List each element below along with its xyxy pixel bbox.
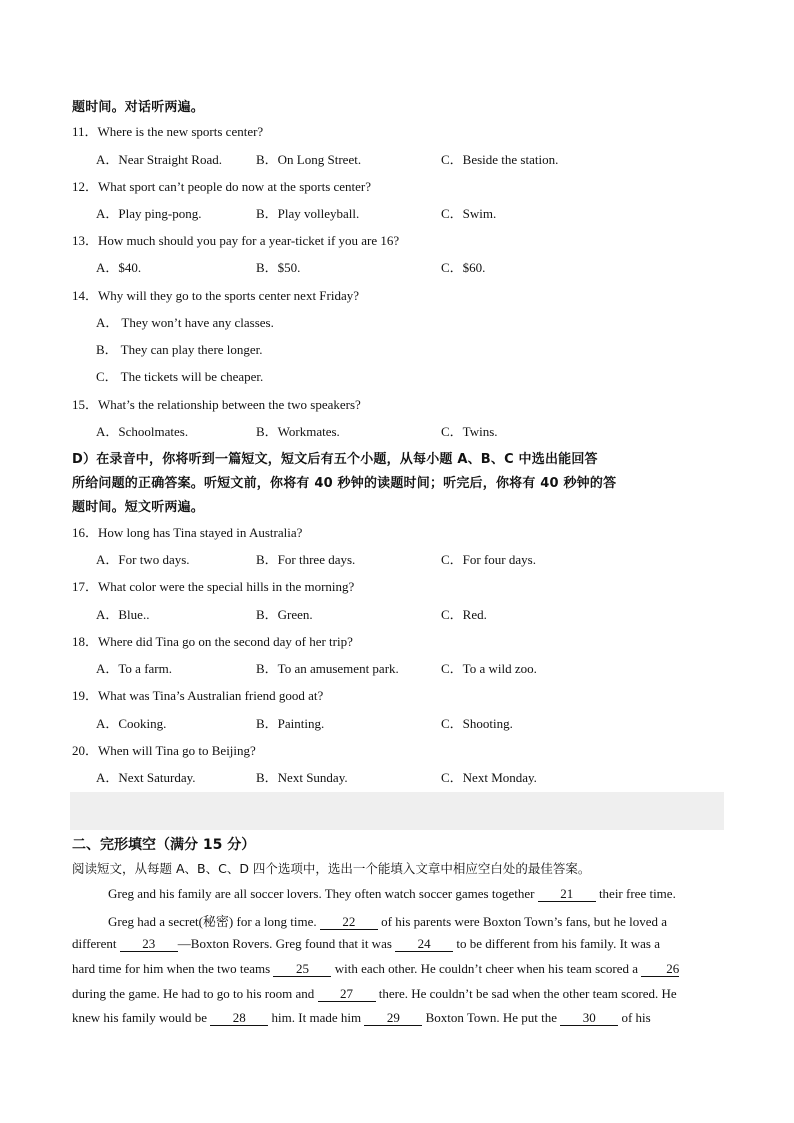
question-13: 13．How much should you pay for a year-ticket if you are 16? xyxy=(72,233,400,248)
option-16a: A．For two days. xyxy=(96,552,190,567)
passage-text: hard time for him when the two teams xyxy=(72,961,274,976)
option-18b: B．To an amusement park. xyxy=(256,661,399,676)
passage-line-4 xyxy=(72,961,722,977)
question-17: 17．What color were the special hills in the morning? xyxy=(72,579,355,594)
passage-text: to be different from his family. It was a xyxy=(453,936,661,951)
option-14b: B． They can play there longer. xyxy=(96,342,263,357)
section-2-instructions: 阅读短文，从每题 A、B、C、D 四个选项中，选出一个能填入文章中相应空白处的最佳答案。 xyxy=(72,861,591,876)
option-12b: B．Play volleyball. xyxy=(256,206,360,221)
option-17c: C．Red. xyxy=(441,607,487,622)
option-17a: A．Blue.. xyxy=(96,607,150,622)
passage-text: —Boxton Rovers. Greg found that it was xyxy=(177,936,396,951)
option-16b: B．For three days. xyxy=(256,552,356,567)
passage-text: Boxton Town. He put the xyxy=(422,1010,561,1025)
option-18c: C．To a wild zoo. xyxy=(441,661,537,676)
passage-text: Greg and his family are all soccer lovers. They often watch soccer games together xyxy=(108,886,538,901)
blank-27[interactable]: 27 xyxy=(318,987,376,1002)
passage-text: of his xyxy=(618,1010,651,1025)
blank-22[interactable]: 22 xyxy=(320,915,378,930)
grey-separator-band xyxy=(70,792,724,830)
option-13c: C．$60. xyxy=(441,260,486,275)
blank-29[interactable]: 29 xyxy=(364,1011,422,1026)
option-11b: B．On Long Street. xyxy=(256,152,362,167)
question-15: 15．What’s the relationship between the two speakers? xyxy=(72,397,361,412)
section-2-title: 二、完形填空（满分 15 分） xyxy=(72,837,256,853)
passage-line-1 xyxy=(108,886,722,902)
passage-text: during the game. He had to go to his room and xyxy=(72,986,318,1001)
option-15c: C．Twins. xyxy=(441,424,498,439)
option-12a: A．Play ping-pong. xyxy=(96,206,202,221)
question-12: 12．What sport can’t people do now at the sports center? xyxy=(72,179,372,194)
option-14c: C． The tickets will be cheaper. xyxy=(96,369,264,384)
blank-30[interactable]: 30 xyxy=(560,1011,618,1026)
option-14a: A． They won’t have any classes. xyxy=(96,315,274,330)
option-17b: B．Green. xyxy=(256,607,313,622)
option-19a: A．Cooking. xyxy=(96,716,167,731)
question-18: 18．Where did Tina go on the second day of her trip? xyxy=(72,634,353,649)
option-18a: A．To a farm. xyxy=(96,661,172,676)
blank-21[interactable]: 21 xyxy=(538,887,596,902)
option-15a: A．Schoolmates. xyxy=(96,424,189,439)
option-11c: C．Beside the station. xyxy=(441,152,559,167)
passage-line-6 xyxy=(72,1010,722,1026)
passage-text: their free time. xyxy=(595,886,676,901)
passage-text: him. It made him xyxy=(268,1010,365,1025)
section-d-line-3: 题时间。短文听两遍。 xyxy=(72,500,205,515)
option-15b: B．Workmates. xyxy=(256,424,340,439)
passage-text: of his parents were Boxton Town’s fans, but he loved a xyxy=(377,914,668,929)
question-14: 14．Why will they go to the sports center next Friday? xyxy=(72,288,360,303)
passage-line-3 xyxy=(72,936,722,952)
passage-text: knew his family would be xyxy=(72,1010,211,1025)
blank-23[interactable]: 23 xyxy=(120,937,178,952)
question-20: 20．When will Tina go to Beijing? xyxy=(72,743,256,758)
option-19c: C．Shooting. xyxy=(441,716,513,731)
option-19b: B．Painting. xyxy=(256,716,325,731)
question-19: 19．What was Tina’s Australian friend good at? xyxy=(72,688,324,703)
option-11a: A．Near Straight Road. xyxy=(96,152,223,167)
option-13a: A．$40. xyxy=(96,260,142,275)
passage-text: Greg had a secret(秘密) for a long time. xyxy=(108,914,320,929)
question-16: 16．How long has Tina stayed in Australia? xyxy=(72,525,303,540)
blank-24[interactable]: 24 xyxy=(395,937,453,952)
option-12c: C．Swim. xyxy=(441,206,497,221)
option-20c: C．Next Monday. xyxy=(441,770,537,785)
blank-25[interactable]: 25 xyxy=(273,962,331,977)
passage-text: there. He couldn’t be sad when the other team scored. He xyxy=(375,986,677,1001)
passage-text: different xyxy=(72,936,120,951)
option-16c: C．For four days. xyxy=(441,552,536,567)
blank-28[interactable]: 28 xyxy=(210,1011,268,1026)
section-d-line-1: D）在录音中，你将听到一篇短文，短文后有五个小题，从每小题 A、B、C 中选出能回答 xyxy=(72,452,598,467)
section-d-line-2: 所给问题的正确答案。听短文前，你将有 40 秒钟的读题时间；听完后，你将有 40 秒钟的答 xyxy=(72,476,617,491)
passage-line-2 xyxy=(108,911,722,930)
option-13b: B．$50. xyxy=(256,260,301,275)
option-20b: B．Next Sunday. xyxy=(256,770,348,785)
header-line: 题时间。对话听两遍。 xyxy=(72,100,205,115)
question-11: 11．Where is the new sports center? xyxy=(72,124,264,139)
option-20a: A．Next Saturday. xyxy=(96,770,196,785)
blank-26[interactable]: 26 xyxy=(641,962,679,977)
passage-text: with each other. He couldn’t cheer when his team scored a xyxy=(331,961,642,976)
passage-line-5 xyxy=(72,986,722,1002)
